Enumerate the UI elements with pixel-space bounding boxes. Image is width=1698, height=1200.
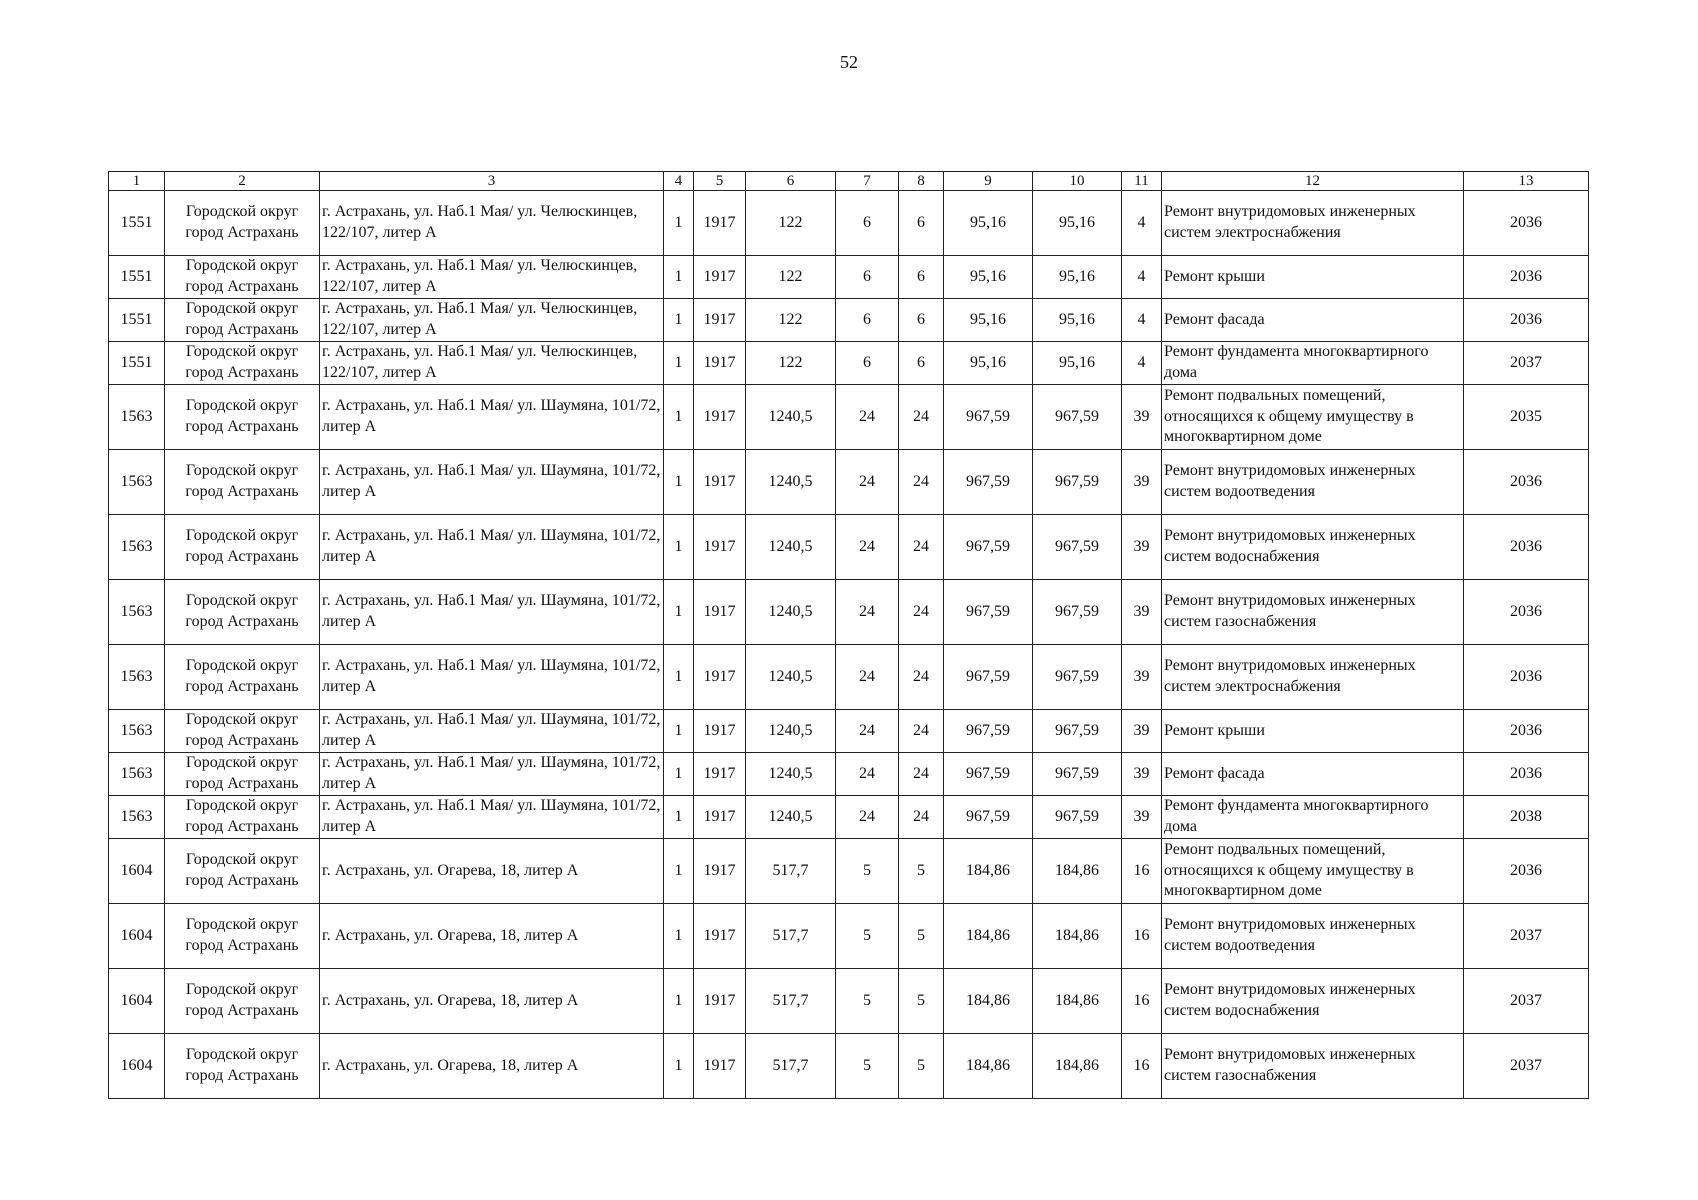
year-plan-cell: 2036 xyxy=(1464,839,1589,904)
area-cell: 517,7 xyxy=(746,969,836,1034)
col9-cell: 184,86 xyxy=(944,1034,1033,1099)
col10-cell: 95,16 xyxy=(1033,299,1122,342)
col10-cell: 95,16 xyxy=(1033,191,1122,256)
year-plan-cell: 2036 xyxy=(1464,299,1589,342)
year-plan-cell: 2036 xyxy=(1464,256,1589,299)
table-body xyxy=(109,191,1589,1099)
area-cell: 517,7 xyxy=(746,904,836,969)
year-cell: 1917 xyxy=(694,256,746,299)
col11-cell: 39 xyxy=(1122,796,1162,839)
address-cell: г. Астрахань, ул. Наб.1 Мая/ ул. Челюскинцев, 122/107, литер А xyxy=(320,256,664,299)
col4-cell: 1 xyxy=(664,342,694,385)
row-number-cell: 1551 xyxy=(109,256,165,299)
col4-cell: 1 xyxy=(664,904,694,969)
year-plan-cell: 2036 xyxy=(1464,191,1589,256)
row-number-cell: 1551 xyxy=(109,342,165,385)
col10-cell: 184,86 xyxy=(1033,1034,1122,1099)
col8-cell: 24 xyxy=(899,645,944,710)
header-row xyxy=(109,172,1589,191)
table-row xyxy=(109,191,1589,256)
col8-cell: 24 xyxy=(899,753,944,796)
col8-cell: 24 xyxy=(899,515,944,580)
col9-cell: 967,59 xyxy=(944,385,1033,450)
row-number-cell: 1563 xyxy=(109,385,165,450)
column-header: 1 xyxy=(109,172,165,191)
row-number-cell: 1563 xyxy=(109,450,165,515)
work-type-cell: Ремонт крыши xyxy=(1162,256,1464,299)
col7-cell: 24 xyxy=(836,796,899,839)
col7-cell: 5 xyxy=(836,904,899,969)
municipality-cell: Городской округ город Астрахань xyxy=(165,450,320,515)
year-plan-cell: 2037 xyxy=(1464,342,1589,385)
col11-cell: 39 xyxy=(1122,385,1162,450)
col9-cell: 967,59 xyxy=(944,753,1033,796)
table-row xyxy=(109,796,1589,839)
col10-cell: 95,16 xyxy=(1033,256,1122,299)
column-header: 3 xyxy=(320,172,664,191)
col7-cell: 6 xyxy=(836,256,899,299)
address-cell: г. Астрахань, ул. Наб.1 Мая/ ул. Шаумяна, 101/72, литер А xyxy=(320,710,664,753)
col11-cell: 39 xyxy=(1122,710,1162,753)
col7-cell: 24 xyxy=(836,645,899,710)
row-number-cell: 1563 xyxy=(109,753,165,796)
address-cell: г. Астрахань, ул. Наб.1 Мая/ ул. Челюскинцев, 122/107, литер А xyxy=(320,299,664,342)
area-cell: 1240,5 xyxy=(746,753,836,796)
col10-cell: 184,86 xyxy=(1033,904,1122,969)
year-plan-cell: 2038 xyxy=(1464,796,1589,839)
municipality-cell: Городской округ город Астрахань xyxy=(165,753,320,796)
work-type-cell: Ремонт крыши xyxy=(1162,710,1464,753)
col4-cell: 1 xyxy=(664,256,694,299)
municipality-cell: Городской округ город Астрахань xyxy=(165,839,320,904)
row-number-cell: 1563 xyxy=(109,796,165,839)
work-type-cell: Ремонт внутридомовых инженерных систем электроснабжения xyxy=(1162,645,1464,710)
municipality-cell: Городской округ город Астрахань xyxy=(165,342,320,385)
col4-cell: 1 xyxy=(664,753,694,796)
work-type-cell: Ремонт внутридомовых инженерных систем газоснабжения xyxy=(1162,580,1464,645)
table-row xyxy=(109,1034,1589,1099)
work-type-cell: Ремонт фундамента многоквартирного дома xyxy=(1162,796,1464,839)
col11-cell: 39 xyxy=(1122,450,1162,515)
table-row xyxy=(109,904,1589,969)
col7-cell: 24 xyxy=(836,450,899,515)
col10-cell: 95,16 xyxy=(1033,342,1122,385)
col10-cell: 967,59 xyxy=(1033,645,1122,710)
col4-cell: 1 xyxy=(664,1034,694,1099)
col7-cell: 24 xyxy=(836,753,899,796)
col10-cell: 967,59 xyxy=(1033,753,1122,796)
work-type-cell: Ремонт внутридомовых инженерных систем газоснабжения xyxy=(1162,1034,1464,1099)
col4-cell: 1 xyxy=(664,191,694,256)
col8-cell: 5 xyxy=(899,1034,944,1099)
col4-cell: 1 xyxy=(664,515,694,580)
table-row xyxy=(109,645,1589,710)
col8-cell: 24 xyxy=(899,796,944,839)
repair-schedule-table xyxy=(108,171,1589,1099)
year-cell: 1917 xyxy=(694,796,746,839)
year-plan-cell: 2036 xyxy=(1464,450,1589,515)
col9-cell: 95,16 xyxy=(944,299,1033,342)
area-cell: 122 xyxy=(746,342,836,385)
col9-cell: 967,59 xyxy=(944,796,1033,839)
col11-cell: 4 xyxy=(1122,256,1162,299)
column-header: 7 xyxy=(836,172,899,191)
col11-cell: 16 xyxy=(1122,904,1162,969)
col11-cell: 39 xyxy=(1122,753,1162,796)
col8-cell: 5 xyxy=(899,839,944,904)
col9-cell: 967,59 xyxy=(944,515,1033,580)
col11-cell: 16 xyxy=(1122,839,1162,904)
address-cell: г. Астрахань, ул. Наб.1 Мая/ ул. Шаумяна, 101/72, литер А xyxy=(320,645,664,710)
col8-cell: 24 xyxy=(899,710,944,753)
year-cell: 1917 xyxy=(694,191,746,256)
work-type-cell: Ремонт фасада xyxy=(1162,299,1464,342)
year-plan-cell: 2036 xyxy=(1464,645,1589,710)
year-cell: 1917 xyxy=(694,904,746,969)
col9-cell: 184,86 xyxy=(944,904,1033,969)
col11-cell: 4 xyxy=(1122,299,1162,342)
col9-cell: 184,86 xyxy=(944,839,1033,904)
column-header: 11 xyxy=(1122,172,1162,191)
col11-cell: 16 xyxy=(1122,1034,1162,1099)
col10-cell: 967,59 xyxy=(1033,580,1122,645)
col4-cell: 1 xyxy=(664,839,694,904)
col4-cell: 1 xyxy=(664,969,694,1034)
col7-cell: 6 xyxy=(836,299,899,342)
col4-cell: 1 xyxy=(664,645,694,710)
area-cell: 1240,5 xyxy=(746,710,836,753)
column-header: 8 xyxy=(899,172,944,191)
col11-cell: 16 xyxy=(1122,969,1162,1034)
work-type-cell: Ремонт внутридомовых инженерных систем водоснабжения xyxy=(1162,515,1464,580)
table-row xyxy=(109,753,1589,796)
col10-cell: 967,59 xyxy=(1033,710,1122,753)
col10-cell: 967,59 xyxy=(1033,385,1122,450)
year-plan-cell: 2036 xyxy=(1464,710,1589,753)
municipality-cell: Городской округ город Астрахань xyxy=(165,969,320,1034)
area-cell: 122 xyxy=(746,191,836,256)
area-cell: 517,7 xyxy=(746,1034,836,1099)
year-cell: 1917 xyxy=(694,969,746,1034)
table-row xyxy=(109,969,1589,1034)
col10-cell: 967,59 xyxy=(1033,450,1122,515)
municipality-cell: Городской округ город Астрахань xyxy=(165,515,320,580)
row-number-cell: 1563 xyxy=(109,515,165,580)
municipality-cell: Городской округ город Астрахань xyxy=(165,796,320,839)
col9-cell: 967,59 xyxy=(944,710,1033,753)
column-header: 2 xyxy=(165,172,320,191)
work-type-cell: Ремонт фасада xyxy=(1162,753,1464,796)
area-cell: 517,7 xyxy=(746,839,836,904)
municipality-cell: Городской округ город Астрахань xyxy=(165,299,320,342)
col7-cell: 6 xyxy=(836,191,899,256)
col8-cell: 24 xyxy=(899,450,944,515)
row-number-cell: 1551 xyxy=(109,299,165,342)
col9-cell: 95,16 xyxy=(944,191,1033,256)
address-cell: г. Астрахань, ул. Наб.1 Мая/ ул. Шаумяна, 101/72, литер А xyxy=(320,515,664,580)
col9-cell: 95,16 xyxy=(944,342,1033,385)
year-cell: 1917 xyxy=(694,299,746,342)
year-plan-cell: 2036 xyxy=(1464,580,1589,645)
col4-cell: 1 xyxy=(664,299,694,342)
column-header: 12 xyxy=(1162,172,1464,191)
year-plan-cell: 2037 xyxy=(1464,904,1589,969)
address-cell: г. Астрахань, ул. Наб.1 Мая/ ул. Шаумяна, 101/72, литер А xyxy=(320,385,664,450)
address-cell: г. Астрахань, ул. Наб.1 Мая/ ул. Шаумяна, 101/72, литер А xyxy=(320,796,664,839)
row-number-cell: 1604 xyxy=(109,1034,165,1099)
column-header: 4 xyxy=(664,172,694,191)
col7-cell: 24 xyxy=(836,710,899,753)
col10-cell: 967,59 xyxy=(1033,515,1122,580)
col9-cell: 184,86 xyxy=(944,969,1033,1034)
table-row xyxy=(109,299,1589,342)
row-number-cell: 1551 xyxy=(109,191,165,256)
municipality-cell: Городской округ город Астрахань xyxy=(165,580,320,645)
col4-cell: 1 xyxy=(664,710,694,753)
municipality-cell: Городской округ город Астрахань xyxy=(165,256,320,299)
municipality-cell: Городской округ город Астрахань xyxy=(165,645,320,710)
column-header: 5 xyxy=(694,172,746,191)
row-number-cell: 1563 xyxy=(109,710,165,753)
year-plan-cell: 2037 xyxy=(1464,969,1589,1034)
address-cell: г. Астрахань, ул. Наб.1 Мая/ ул. Челюскинцев, 122/107, литер А xyxy=(320,191,664,256)
area-cell: 1240,5 xyxy=(746,645,836,710)
col8-cell: 24 xyxy=(899,385,944,450)
col9-cell: 95,16 xyxy=(944,256,1033,299)
col8-cell: 24 xyxy=(899,580,944,645)
table-header xyxy=(109,172,1589,191)
year-cell: 1917 xyxy=(694,753,746,796)
col7-cell: 5 xyxy=(836,839,899,904)
year-plan-cell: 2035 xyxy=(1464,385,1589,450)
year-cell: 1917 xyxy=(694,342,746,385)
col8-cell: 5 xyxy=(899,904,944,969)
col10-cell: 184,86 xyxy=(1033,969,1122,1034)
col7-cell: 24 xyxy=(836,515,899,580)
area-cell: 1240,5 xyxy=(746,450,836,515)
col8-cell: 6 xyxy=(899,191,944,256)
area-cell: 1240,5 xyxy=(746,515,836,580)
column-header: 13 xyxy=(1464,172,1589,191)
col4-cell: 1 xyxy=(664,385,694,450)
address-cell: г. Астрахань, ул. Огарева, 18, литер А xyxy=(320,969,664,1034)
year-plan-cell: 2036 xyxy=(1464,753,1589,796)
col9-cell: 967,59 xyxy=(944,580,1033,645)
col8-cell: 5 xyxy=(899,969,944,1034)
work-type-cell: Ремонт внутридомовых инженерных систем водоотведения xyxy=(1162,450,1464,515)
address-cell: г. Астрахань, ул. Наб.1 Мая/ ул. Шаумяна, 101/72, литер А xyxy=(320,450,664,515)
table-row xyxy=(109,256,1589,299)
col11-cell: 39 xyxy=(1122,580,1162,645)
col7-cell: 5 xyxy=(836,969,899,1034)
col11-cell: 4 xyxy=(1122,191,1162,256)
area-cell: 122 xyxy=(746,256,836,299)
address-cell: г. Астрахань, ул. Огарева, 18, литер А xyxy=(320,839,664,904)
address-cell: г. Астрахань, ул. Наб.1 Мая/ ул. Челюскинцев, 122/107, литер А xyxy=(320,342,664,385)
table-row xyxy=(109,515,1589,580)
table-row xyxy=(109,450,1589,515)
municipality-cell: Городской округ город Астрахань xyxy=(165,710,320,753)
column-header: 9 xyxy=(944,172,1033,191)
table-row xyxy=(109,342,1589,385)
row-number-cell: 1604 xyxy=(109,969,165,1034)
col7-cell: 6 xyxy=(836,342,899,385)
col8-cell: 6 xyxy=(899,256,944,299)
table-row xyxy=(109,580,1589,645)
year-cell: 1917 xyxy=(694,1034,746,1099)
col8-cell: 6 xyxy=(899,299,944,342)
address-cell: г. Астрахань, ул. Наб.1 Мая/ ул. Шаумяна, 101/72, литер А xyxy=(320,753,664,796)
row-number-cell: 1563 xyxy=(109,580,165,645)
year-cell: 1917 xyxy=(694,645,746,710)
table-row xyxy=(109,710,1589,753)
year-cell: 1917 xyxy=(694,385,746,450)
col9-cell: 967,59 xyxy=(944,645,1033,710)
table-row xyxy=(109,385,1589,450)
col10-cell: 967,59 xyxy=(1033,796,1122,839)
municipality-cell: Городской округ город Астрахань xyxy=(165,385,320,450)
work-type-cell: Ремонт подвальных помещений, относящихся к общему имуществу в многоквартирном доме xyxy=(1162,839,1464,904)
area-cell: 1240,5 xyxy=(746,580,836,645)
row-number-cell: 1563 xyxy=(109,645,165,710)
area-cell: 1240,5 xyxy=(746,796,836,839)
row-number-cell: 1604 xyxy=(109,904,165,969)
year-cell: 1917 xyxy=(694,515,746,580)
col11-cell: 39 xyxy=(1122,515,1162,580)
col10-cell: 184,86 xyxy=(1033,839,1122,904)
year-plan-cell: 2037 xyxy=(1464,1034,1589,1099)
area-cell: 122 xyxy=(746,299,836,342)
column-header: 10 xyxy=(1033,172,1122,191)
municipality-cell: Городской округ город Астрахань xyxy=(165,191,320,256)
municipality-cell: Городской округ город Астрахань xyxy=(165,1034,320,1099)
col7-cell: 24 xyxy=(836,580,899,645)
year-plan-cell: 2036 xyxy=(1464,515,1589,580)
row-number-cell: 1604 xyxy=(109,839,165,904)
address-cell: г. Астрахань, ул. Наб.1 Мая/ ул. Шаумяна, 101/72, литер А xyxy=(320,580,664,645)
col9-cell: 967,59 xyxy=(944,450,1033,515)
work-type-cell: Ремонт фундамента многоквартирного дома xyxy=(1162,342,1464,385)
table-row xyxy=(109,839,1589,904)
col4-cell: 1 xyxy=(664,796,694,839)
col8-cell: 6 xyxy=(899,342,944,385)
address-cell: г. Астрахань, ул. Огарева, 18, литер А xyxy=(320,904,664,969)
col4-cell: 1 xyxy=(664,450,694,515)
work-type-cell: Ремонт внутридомовых инженерных систем электроснабжения xyxy=(1162,191,1464,256)
work-type-cell: Ремонт внутридомовых инженерных систем водоснабжения xyxy=(1162,969,1464,1034)
year-cell: 1917 xyxy=(694,580,746,645)
year-cell: 1917 xyxy=(694,450,746,515)
municipality-cell: Городской округ город Астрахань xyxy=(165,904,320,969)
year-cell: 1917 xyxy=(694,839,746,904)
page-number: 52 xyxy=(840,52,858,72)
year-cell: 1917 xyxy=(694,710,746,753)
column-header: 6 xyxy=(746,172,836,191)
address-cell: г. Астрахань, ул. Огарева, 18, литер А xyxy=(320,1034,664,1099)
col11-cell: 4 xyxy=(1122,342,1162,385)
col11-cell: 39 xyxy=(1122,645,1162,710)
area-cell: 1240,5 xyxy=(746,385,836,450)
col7-cell: 24 xyxy=(836,385,899,450)
work-type-cell: Ремонт внутридомовых инженерных систем водоотведения xyxy=(1162,904,1464,969)
col4-cell: 1 xyxy=(664,580,694,645)
col7-cell: 5 xyxy=(836,1034,899,1099)
work-type-cell: Ремонт подвальных помещений, относящихся к общему имуществу в многоквартирном доме xyxy=(1162,385,1464,450)
